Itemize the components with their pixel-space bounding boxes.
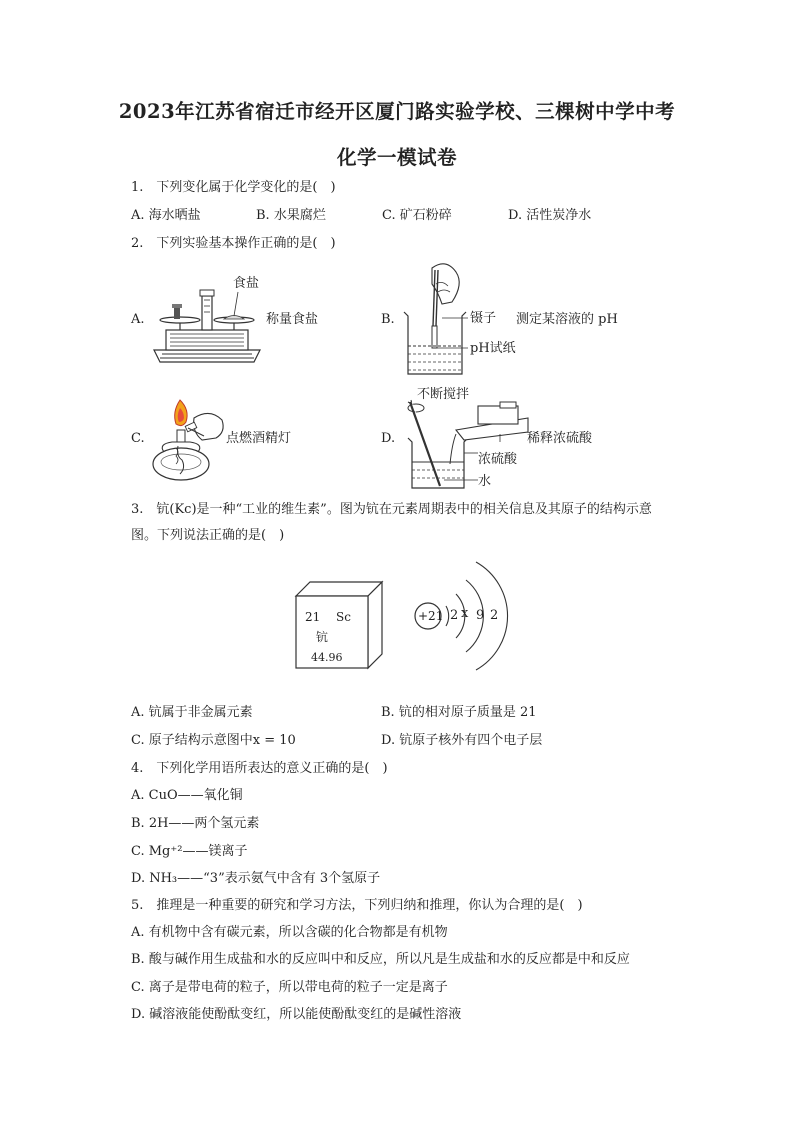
q2-b-caption: 测定某溶液的 pH (516, 312, 618, 327)
element-name: 钪 (316, 630, 329, 644)
q2-b-ph-paper-label: pH试纸 (470, 341, 516, 356)
q2-a-salt-label: 食盐 (233, 276, 260, 291)
q5-option-d: D. 碱溶液能使酚酞变红，所以能使酚酞变红的是碱性溶液 (131, 1007, 462, 1022)
q3-option-a: A. 钪属于非金属元素 (131, 705, 253, 720)
q2-b-letter: B. (381, 312, 395, 327)
balance-scale-figure (150, 286, 264, 368)
q4-option-d: D. NH₃——“3”表示氨气中含有 3个氢原子 (131, 871, 381, 886)
element-symbol: Sc (336, 610, 351, 624)
q3-option-c: C. 原子结构示意图中x = 10 (131, 733, 296, 748)
q1-option-b: B. 水果腐烂 (256, 208, 326, 223)
atom-shell-2: x (461, 606, 469, 621)
q2-a-letter: A. (131, 312, 145, 327)
atom-shell-1: 2 (450, 608, 459, 623)
atom-nucleus-charge: +21 (418, 609, 444, 623)
element-atomic-mass: 44.96 (311, 651, 343, 664)
exam-title-line1: 2023年江苏省宿迁市经开区厦门路实验学校、三棵树中学中考 (118, 100, 676, 123)
alcohol-lamp-figure (146, 396, 228, 488)
dilution-figure (404, 392, 532, 492)
q5-option-b: B. 酸与碱作用生成盐和水的反应叫中和反应，所以凡是生成盐和水的反应都是中和反应 (131, 952, 630, 967)
q2-b-tweezer-label: 镊子 (470, 311, 497, 326)
q2-d-acid-label: 浓硫酸 (478, 452, 518, 467)
q3-stem-line1: 3. 钪(Kc)是一种“工业的维生素”。图为钪在元素周期表中的相关信息及其原子的结构示意 (131, 502, 652, 517)
atom-shell-4: 2 (490, 608, 499, 623)
atom-shell-3: 9 (476, 608, 485, 623)
q5-stem: 5. 推理是一种重要的研究和学习方法，下列归纳和推理，你认为合理的是( ) (131, 898, 583, 913)
q3-stem-line2: 图。下列说法正确的是( ) (131, 528, 285, 543)
q5-option-a: A. 有机物中含有碳元素，所以含碳的化合物都是有机物 (131, 925, 448, 940)
ph-test-figure (402, 262, 472, 382)
q1-option-c: C. 矿石粉碎 (382, 208, 452, 223)
q4-option-a: A. CuO——氧化铜 (131, 788, 243, 803)
q2-c-letter: C. (131, 431, 145, 446)
q4-option-b: B. 2H——两个氢元素 (131, 816, 260, 831)
q2-d-letter: D. (381, 431, 396, 446)
q2-d-stir-label: 不断搅拌 (417, 387, 470, 402)
q5-option-c: C. 离子是带电荷的粒子，所以带电荷的粒子一定是离子 (131, 980, 448, 995)
q2-d-water-label: 水 (478, 474, 492, 489)
q4-stem: 4. 下列化学用语所表达的意义正确的是( ) (131, 761, 388, 776)
exam-title-line2: 化学一模试卷 (336, 146, 457, 169)
q1-option-a: A. 海水晒盐 (131, 208, 201, 223)
q3-option-d: D. 钪原子核外有四个电子层 (381, 733, 543, 748)
q2-c-caption: 点燃酒精灯 (226, 431, 292, 446)
q4-option-c: C. Mg⁺²——镁离子 (131, 844, 248, 859)
q2-d-caption: 稀释浓硫酸 (527, 431, 593, 446)
q1-stem: 1. 下列变化属于化学变化的是( ) (131, 180, 336, 195)
element-atomic-number: 21 (305, 610, 321, 624)
q1-option-d: D. 活性炭净水 (508, 208, 592, 223)
q3-option-b: B. 钪的相对原子质量是 21 (381, 705, 537, 720)
q2-a-caption: 称量食盐 (266, 312, 319, 327)
q2-stem: 2. 下列实验基本操作正确的是( ) (131, 236, 336, 251)
